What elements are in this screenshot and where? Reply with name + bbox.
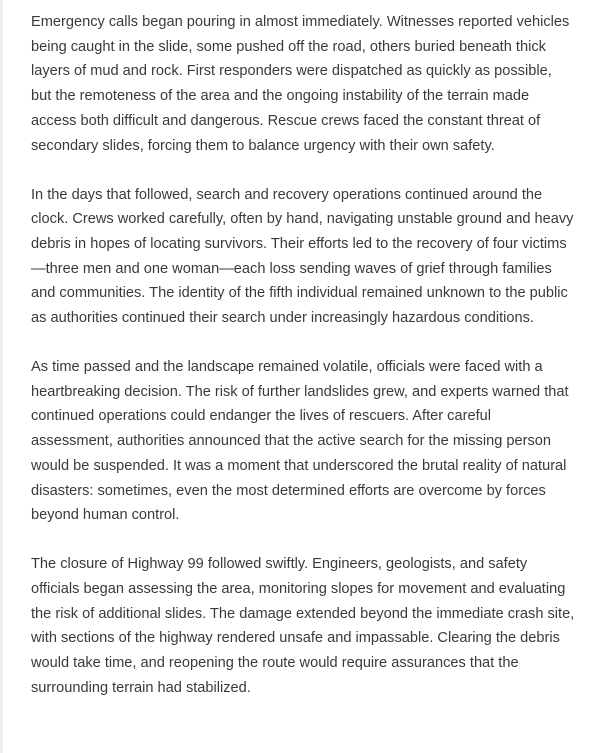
paragraph-search-recovery: In the days that followed, search and recovery operations continued around the clock. Crews worked carefully, often by hand, navigating unstable ground and heavy debris in hopes of locating survivors. Their efforts led to the recovery of four victims—three men and one woman—each loss sending waves of grief through families and communities. The identity of the fifth individual remained unknown to the public as authorities continued their search under increasingly hazardous conditions.	[31, 186, 574, 327]
paragraph-search-suspended: As time passed and the landscape remained volatile, officials were faced with a heartbreaking decision. The risk of further landslides grew, and experts warned that continued operations could endanger the lives of rescuers. After careful assessment, authorities announced that the active search for the missing person would be suspended. It was a moment that underscored the brutal reality of natural disasters: sometimes, even the most determined efforts are overcome by forces beyond human control.	[31, 359, 569, 524]
paragraph-highway-closure: The closure of Highway 99 followed swiftly. Engineers, geologists, and safety officials began assessing the area, monitoring slopes for movement and evaluating the risk of additional slides. The damage extended beyond the immediate crash site, with sections of the highway rendered unsafe and impassable. Clearing the debris would take time, and reopening the route would require assurances that the surrounding terrain had stabilized.	[31, 556, 575, 696]
left-border	[0, 0, 3, 753]
paragraph-emergency-response: Emergency calls began pouring in almost immediately. Witnesses reported vehicles being caught in the slide, some pushed off the road, others buried beneath thick layers of mud and rock. First responders were dispatched as quickly as possible, but the remoteness of the area and the ongoing instability of the terrain made access both difficult and dangerous. Rescue crews faced the constant threat of secondary slides, forcing them to balance urgency with their own safety.	[31, 14, 570, 154]
article-body	[31, 10, 576, 725]
